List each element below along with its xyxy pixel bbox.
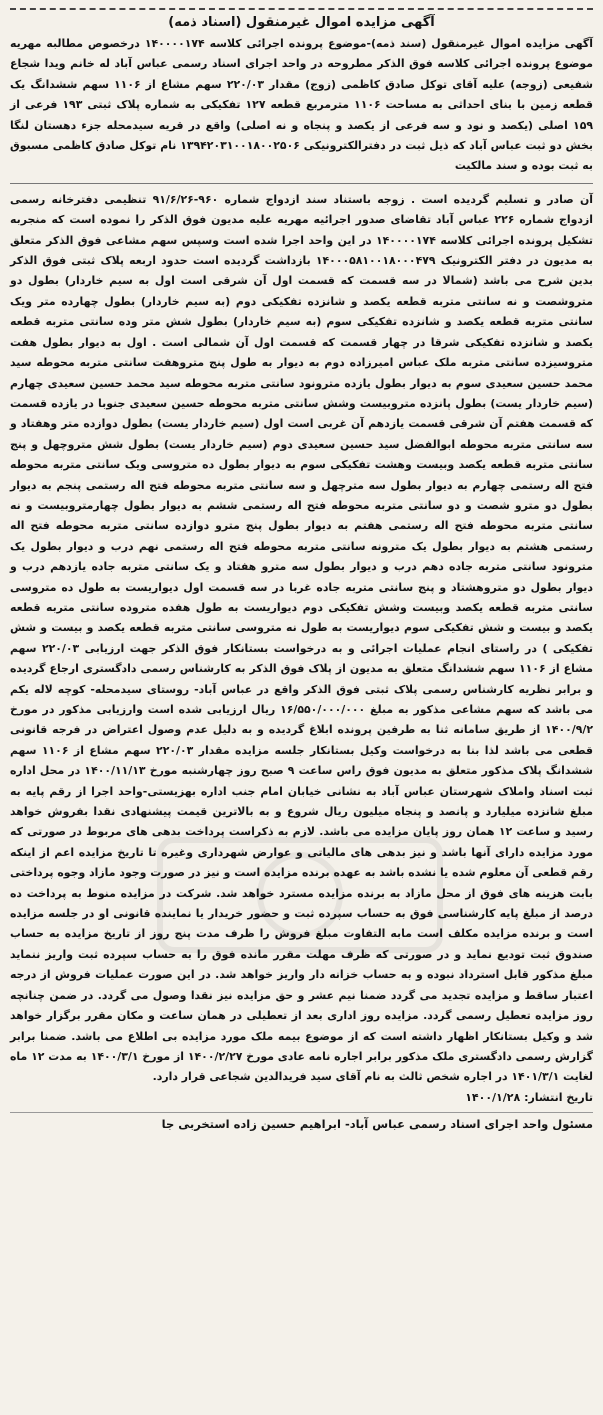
notice-intro-paragraph: آگهی مزایده اموال غیرمنقول (سند ذمه)-موضوع پرونده اجرائی کلاسه ۱۴۰۰۰۰۱۷۴ درخصوص مطالبه مهریه موضوع پرونده اجرائی کلاسه فوق الذکر مطروحه در واحد اجرای اسناد رسمی عباس آباد له خانم ویدا شجاع شفیعی (زوجه) علیه آقای توکل صادق کاظمی (زوج) مقدار ۲۲۰/۰۳ سهم مشاع از ۱۱۰۶ سهم ششدانگ یک قطعه زمین با بنای احداثی به مساحت ۱۱۰۶ مترمربع قطعه ۱۲۷ تفکیکی به شماره پلاک ثبتی ۱۹۳ فرعی از ۱۵۹ اصلی (یکصد و نود و سه فرعی از یکصد و پنجاه و نه اصلی) واقع در قریه سیدمحله جزء دهستان لنگا بخش دو ثبت عباس آباد که ذیل ثبت در دفترالکترونیکی ۱۳۹۴۲۰۳۱۰۰۱۸۰۰۲۵۰۶ نام توکل صادق کاظمی مسبوق به ثبت بوده و سند مالکیت xyxy=(10,37,593,173)
notice-title: آگهی مزایده اموال غیرمنقول (اسناد ذمه) xyxy=(168,15,435,30)
top-dashed-rule xyxy=(10,8,593,10)
publish-date: تاریخ انتشار: ۱۴۰۰/۱/۲۸ xyxy=(465,1090,593,1104)
section-divider xyxy=(10,183,593,184)
notice-body-paragraph: آن صادر و تسلیم گردیده است . زوجه باستناد سند ازدواج شماره ۹۶۰-۹۱/۶/۲۶ تنظیمی دفترخانه رسمی ازدواج شماره ۲۲۶ عباس آباد تقاضای صدور اجرائیه مهریه علیه مدیون فوق الذکر را نموده است که منجربه تشکیل پرونده اجرائی کلاسه ۱۴۰۰۰۰۱۷۴ در این واحد اجرا شده است وسپس سهم مشاعی فوق الذکر متعلق به مدیون در دفتر الکترونیک ۱۴۰۰۰۵۸۱۰۰۱۸۰۰۰۴۷۹ بازداشت گردیده است حدود اربعه پلاک ثبتی فوق الذکر بدین شرح می باشد (شمالا در سه قسمت که قسمت اول آن شرقی است اول به سیم خاردار) بطول دو متروشصت و نه سانتی متربه قطعه یکصد و شانزده تفکیکی دوم (به سیم خاردار) بطول چهارده متر ویک سانتی متربه قطعه یکصد و شانزده تفکیکی سوم (به سیم خاردار) بطول شش متر وده سانتی متربه قطعه یکصد و شانزده تفکیکی شرقا در چهار قسمت که قسمت اول آن شمالی است . اول به دیوار بطول هفت متروسیزده سانتی متربه ملک عباس امیرزاده دوم به دیوار به طول پنج متروهفت سانتی متربه محوطه سید محمد حسین سعیدی سوم به دیوار بطول یازده مترونود سانتی متربه محوطه سید محمد حسین سعیدی چهارم (سیم خاردار یست) بطول پانزده متروبیست وشش سانتی متربه محوطه حسین سعیدی جنوبا در یازده قسمت که قسمت هفتم آن شرقی قسمت یازدهم آن غربی است اول (سیم خاردار یست) بطول دوازده متر وهفتاد و سه سانتی متربه محوطه ابوالفضل سید حسین سعیدی دوم (سیم خاردار یست) بطول شش متروچهل و پنج سانتی متربه قطعه یکصد وبیست وهشت تفکیکی سوم به دیوار بطول ده متروسی ویک سانتی متربه محوطه فتح اله رستمی چهارم به دیوار بطول سه مترچهل و سه سانتی متربه محوطه فتح اله رستمی پنجم به دیوار بطول دو مترو شصت و دو سانتی متربه محوطه فتح اله رستمی ششم به دیوار بطول چهارمتروبیست و نه سانتی متربه محوطه فتح اله رستمی هفتم به دیوار بطول پنج مترو دوازده سانتی متربه محوطه فتح اله رستمی هشتم به دیوار بطول یک مترونه سانتی متربه محوطه فتح اله رستمی نهم درب و دیوار بطول یک مترونود سانتی متربه جاده دهم درب و دیوار بطول سه مترو هفتاد و یک سانتی متربه جاده یازدهم درب و دیوار بطول دو متروهشتاد و پنج سانتی متربه جاده غربا در سه قسمت اول دیواریست به طول ده متروسی سانتی متربه قطعه یکصد وبیست وشش تفکیکی دوم دیواریست به طول هفده متروده سانتی متربه قطعه یکصد و بیست و شش تفکیکی سوم دیواریست به طول نه متروسی سانتی متربه قطعه یکصد و بیست و شش تفکیکی ) در راستای انجام عملیات اجرائی و به درخواست بستانکار فوق الذکر جهت ارزیابی ۲۲۰/۰۳ سهم مشاع از ۱۱۰۶ سهم ششدانگ متعلق به مدیون از پلاک فوق الذکر به کارشناس رسمی دادگستری ارجاع گردیده و برابر نظریه کارشناس رسمی پلاک ثبتی فوق الذکر واقع در عباس آباد- روستای سیدمحله- کوچه لاله یکم می باشد که سهم مشاعی مذکور به مبلغ ۱۶/۵۵۰/۰۰۰/۰۰۰ ریال ارزیابی شده است وارزیابی مذکور در مورخ ۱۴۰۰/۹/۲ از طریق سامانه ثنا به طرفین پرونده ابلاغ گردیده و به دلیل عدم وصول اعتراض در فرجه قانونی قطعی می باشد لذا بنا به درخواست وکیل بستانکار جلسه مزایده مقدار ۲۲۰/۰۳ سهم مشاع از ۱۱۰۶ سهم ششدانگ پلاک مذکور متعلق به مدیون فوق راس ساعت ۹ صبح روز چهارشنبه مورخ ۱۴۰۰/۱۱/۱۳ در محل اداره ثبت اسناد واملاک شهرستان عباس آباد به نشانی خیابان امام جنب اداره بهزیستی-واحد اجرا از رقم پایه به مبلغ شانزده میلیارد و پانصد و پنجاه میلیون ریال شروع و به بالاترین قیمت پیشنهادی نقدا بفروش خواهد رسید و ساعت ۱۲ همان روز پایان مزایده می باشد. لازم به ذکراست پرداخت بدهی های مربوط در صورتی که مورد مزایده دارای آنها باشد و نیز بدهی های مالیاتی و عوارض شهرداری وغیره تا تاریخ مزایده اعم از اینکه رقم قطعی آن معلوم شده یا نشده باشد به عهده برنده مزایده است و نیز در صورت وجود مازاد وجوه پرداختی بابت هزینه های فوق از محل مازاد به برنده مزایده مسترد خواهد شد. شرکت در مزایده منوط به پرداخت ده درصد از مبلغ پایه کارشناسی فوق به حساب سپرده ثبت و حضور خریدار یا نماینده قانونی او در جلسه مزایده است و برنده مزایده مکلف است مابه التفاوت مبلغ فروش را ظرف مدت پنج روز از تاریخ مزایده به حساب صندوق ثبت تودیع نماید و در صورتی که ظرف مهلت مقرر مانده فوق را به حساب سپرده ثبت واریز ننماید مبلغ مذکور قابل استرداد نبوده و به حساب خزانه دار واریز خواهد شد. در این صورت عملیات فروش از درجه اعتبار ساقط و مزایده تجدید می گردد ضمنا نیم عشر و حق مزایده نیز نقدا وصول می گردد. در ضمن چنانچه روز مزایده تعطیل رسمی گردد. مزایده روز اداری بعد از تعطیلی در همان ساعت و مکان مقرر برگزار خواهد شد و وکیل بستانکار اظهار داشته است که از موضوع بیمه ملک مورد مزایده بی اطلاع می باشد. ضمنا برابر گزارش رسمی دادگستری ملک مذکور برابر اجاره نامه عادی مورخ ۱۴۰۰/۲/۲۷ از مورخ ۱۴۰۰/۳/۱ به مدت ۱۲ ماه لغایت ۱۴۰۱/۳/۱ در اجاره شخص ثالث به نام آقای سید فریدالدین شجاعی قرار دارد. xyxy=(10,192,593,1084)
signature-line: مسئول واحد اجرای اسناد رسمی عباس آباد- ابراهیم حسین زاده استخربی جا xyxy=(10,1112,593,1135)
